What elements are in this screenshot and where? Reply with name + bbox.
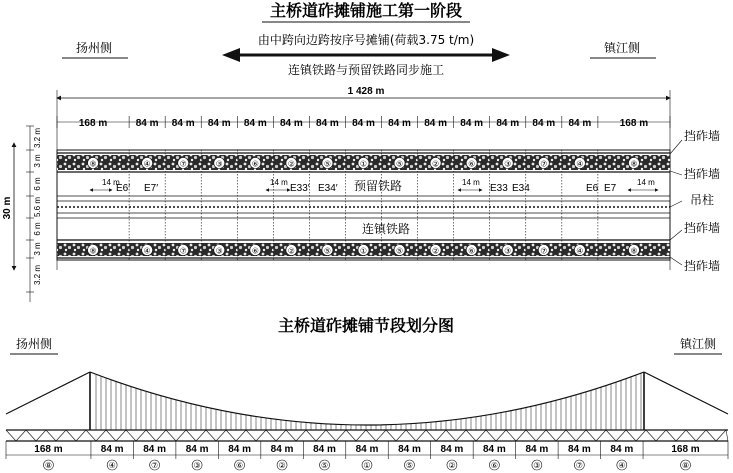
lianzhen-railway-label: 连镇铁路: [361, 222, 411, 236]
truss-diagonal: [226, 430, 236, 441]
gap-label-1: 14 m: [102, 178, 120, 187]
elevation-sequence-number: ①: [363, 461, 371, 470]
sequence-number: ⑥: [468, 159, 476, 169]
suspension-bridge-elevation: [6, 372, 728, 441]
gap-label-4: 14 m: [637, 178, 655, 187]
elevation-sequence-number: ②: [448, 461, 456, 470]
truss-diagonal: [516, 430, 526, 441]
truss-diagonal: [6, 430, 16, 441]
left-bank-label: 扬州侧: [75, 41, 113, 55]
truss-diagonal: [106, 430, 116, 441]
width-part-label: 3 m: [33, 242, 42, 256]
truss-diagonal: [666, 430, 676, 441]
sequence-number: ⑦: [540, 246, 548, 256]
truss-diagonal: [56, 430, 66, 441]
truss-diagonal: [546, 430, 556, 441]
truss-diagonal: [476, 430, 486, 441]
sequence-number: ⑤: [323, 159, 332, 169]
truss-diagonal: [346, 430, 356, 441]
truss-diagonal: [336, 430, 346, 441]
truss-diagonal: [46, 430, 56, 441]
truss-diagonal: [726, 430, 728, 441]
width-part-label: 3 m: [33, 154, 42, 168]
truss-diagonal: [396, 430, 406, 441]
truss-diagonal: [566, 430, 576, 441]
segment-length-label: 84 m: [568, 118, 592, 129]
joint-label-e7: E7: [604, 183, 617, 194]
ballast-wall-label-3: 挡砟墙: [684, 221, 721, 235]
truss-diagonal: [146, 430, 156, 441]
elevation-segment-length: 84 m: [525, 444, 549, 455]
truss-diagonal: [206, 430, 216, 441]
truss-diagonal: [596, 430, 606, 441]
segment-length-label: 84 m: [207, 118, 231, 129]
sequence-number: ④: [143, 246, 151, 256]
segment-length-label: 84 m: [496, 118, 520, 129]
truss-diagonal: [296, 430, 306, 441]
joint-label-e34-prime: E34′: [318, 183, 338, 194]
ballast-wall-label-1: 挡砟墙: [684, 129, 721, 143]
truss-diagonal: [586, 430, 596, 441]
width-part-label: 3.2 m: [33, 264, 42, 286]
width-part-label: 6 m: [33, 222, 42, 236]
elevation-segment-length: 168 m: [34, 444, 63, 455]
truss-diagonal: [96, 430, 106, 441]
truss-diagonal: [166, 430, 176, 441]
sequence-number: ①: [359, 246, 368, 256]
elevation-segment-length: 84 m: [610, 444, 634, 455]
truss-diagonal: [696, 430, 706, 441]
sequence-number: ③: [504, 246, 512, 256]
truss-diagonal: [426, 430, 436, 441]
width-part-label: 6 m: [33, 177, 42, 191]
elevation-sequence-number: ⑤: [320, 461, 329, 470]
elevation-segment-chain: [6, 441, 728, 470]
truss-diagonal: [76, 430, 86, 441]
sequence-number: ⑧: [630, 159, 638, 169]
right-backstay-cable: [644, 372, 728, 414]
sync-text: 连镇铁路与预留铁路同步施工: [287, 63, 445, 77]
segment-length-label: 84 m: [279, 118, 303, 129]
truss-diagonal: [316, 430, 326, 441]
segment-length-label: 84 m: [316, 118, 339, 129]
sequence-number: ⑦: [179, 246, 187, 256]
truss-diagonal: [136, 430, 146, 441]
truss-diagonal: [66, 430, 76, 441]
width-total-label: 30 m: [2, 196, 13, 220]
elevation-segment-length: 84 m: [143, 444, 167, 455]
sequence-number: ⑤: [323, 246, 332, 256]
truss-diagonal: [256, 430, 266, 441]
sequence-number: ⑧: [89, 159, 97, 169]
elevation-sequence-number: ⑦: [151, 461, 159, 470]
elevation-segment-length: 84 m: [398, 444, 421, 455]
sequence-number: ⑦: [179, 159, 187, 169]
elevation-sequence-number: ⑦: [575, 461, 583, 470]
segment-length-label: 84 m: [171, 118, 195, 129]
joint-label-e33: E33: [490, 183, 508, 194]
elevation-sequence-number: ⑧: [44, 461, 53, 470]
segment-length-label: 84 m: [243, 118, 267, 129]
truss-diagonal: [366, 430, 376, 441]
elevation-sequence-number: ⑧: [681, 461, 690, 470]
gap-annotation-3: [458, 178, 482, 190]
truss-diagonal: [306, 430, 316, 441]
sequence-number: ②: [432, 159, 440, 169]
joint-label-e6: E6: [586, 183, 599, 194]
truss-diagonal: [646, 430, 656, 441]
stage-title: 主桥道砟摊铺施工第一阶段: [269, 1, 463, 20]
sequence-number: ③: [215, 246, 223, 256]
truss-diagonal: [216, 430, 226, 441]
truss-diagonal: [496, 430, 506, 441]
truss-diagonal: [236, 430, 246, 441]
segment-length-label: 84 m: [532, 118, 556, 129]
truss-diagonal: [276, 430, 286, 441]
elevation-sequence-number: ②: [278, 461, 286, 470]
ballast-wall-label-4: 挡砟墙: [684, 259, 721, 273]
section-title: 主桥道砟摊铺节段划分图: [277, 316, 455, 335]
segment-length-label: 84 m: [388, 118, 411, 129]
sequence-number: ②: [287, 246, 295, 256]
segment-dimension-chain: [57, 116, 670, 129]
sequence-number: ②: [432, 246, 440, 256]
elevation-segment-length: 84 m: [483, 444, 506, 455]
elevation-sequence-number: ⑥: [236, 461, 244, 470]
truss-diagonal: [676, 430, 686, 441]
sequence-number: ④: [576, 159, 584, 169]
sequence-number: ⑥: [251, 159, 259, 169]
joint-label-e34: E34: [512, 183, 530, 194]
truss-diagonal: [466, 430, 476, 441]
sequence-number: ④: [143, 159, 151, 169]
elevation-sequence-number: ③: [193, 461, 201, 470]
truss-diagonal: [196, 430, 206, 441]
elevation-segment-length: 84 m: [228, 444, 251, 455]
deck-plan: [57, 150, 670, 260]
elevation-segment-length: 84 m: [440, 444, 464, 455]
gap-annotation-2: [266, 178, 290, 190]
truss-diagonal: [486, 430, 496, 441]
truss-diagonal: [506, 430, 516, 441]
gap-label-3: 14 m: [462, 178, 480, 187]
elevation-sequence-number: ④: [108, 461, 116, 470]
segment-length-label: 84 m: [460, 118, 484, 129]
sequence-number: ①: [359, 159, 368, 169]
truss-diagonal: [556, 430, 566, 441]
truss-diagonal: [376, 430, 386, 441]
truss-diagonal: [156, 430, 166, 441]
truss-diagonal: [656, 430, 666, 441]
elevation-segment-length: 84 m: [100, 444, 124, 455]
elevation-left-bank-label: 扬州侧: [15, 337, 53, 351]
truss-diagonal: [286, 430, 296, 441]
sequence-number: ⑤: [395, 159, 404, 169]
truss-diagonal: [116, 430, 126, 441]
truss-diagonal: [406, 430, 416, 441]
truss-diagonal: [176, 430, 186, 441]
segment-length-label: 84 m: [352, 118, 375, 129]
sequence-number: ⑧: [630, 246, 638, 256]
truss-diagonal: [86, 430, 96, 441]
truss-diagonal: [126, 430, 136, 441]
sequence-number: ⑤: [395, 246, 404, 256]
joint-label-e7-prime: E7′: [144, 183, 159, 194]
truss-diagonal: [446, 430, 456, 441]
truss-diagonal: [716, 430, 726, 441]
truss-diagonal: [386, 430, 396, 441]
sequence-number: ⑥: [468, 246, 476, 256]
truss-diagonal: [36, 430, 46, 441]
elevation-segment-length: 84 m: [185, 444, 209, 455]
truss-diagonal: [186, 430, 196, 441]
truss-diagonal: [686, 430, 696, 441]
width-part-label: 5.6 m: [33, 196, 42, 218]
truss-diagonal: [356, 430, 366, 441]
sequence-number: ⑧: [89, 246, 97, 256]
truss-diagonal: [526, 430, 536, 441]
truss-diagonal: [16, 430, 26, 441]
elevation-segment-length: 84 m: [270, 444, 294, 455]
sequence-number: ②: [287, 159, 295, 169]
sequence-number: ⑦: [540, 159, 548, 169]
joint-label-e6-prime: E6′: [116, 183, 131, 194]
joint-label-e33-prime: E33′: [290, 183, 310, 194]
gap-annotation-4: [628, 178, 658, 190]
truss-diagonal: [626, 430, 636, 441]
sequence-number: ⑥: [251, 246, 259, 256]
truss-web: [6, 430, 728, 441]
left-backstay-cable: [6, 372, 90, 414]
segment-length-label: 168 m: [78, 118, 108, 129]
truss-diagonal: [246, 430, 256, 441]
segment-length-label: 84 m: [135, 118, 159, 129]
truss-diagonal: [436, 430, 446, 441]
elevation-sequence-number: ④: [618, 461, 626, 470]
truss-diagonal: [456, 430, 466, 441]
hangers: [96, 373, 641, 430]
elevation-right-bank-label: 镇江侧: [679, 337, 717, 351]
total-length-label: 1 428 m: [347, 86, 385, 97]
gap-label-2: 14 m: [270, 178, 288, 187]
elevation-segment-length: 84 m: [313, 444, 336, 455]
elevation-sequence-number: ③: [533, 461, 541, 470]
width-part-label: 3.2 m: [33, 127, 42, 149]
elevation-sequence-number: ⑤: [405, 461, 414, 470]
truss-diagonal: [706, 430, 716, 441]
width-part-ticks: [26, 126, 42, 292]
elevation-sequence-number: ⑥: [490, 461, 498, 470]
direction-text: 由中跨向边跨按序号摊铺(荷载3.75 t/m): [257, 33, 475, 47]
sequence-number: ③: [215, 159, 223, 169]
elevation-segment-length: 84 m: [355, 444, 379, 455]
segment-length-label: 84 m: [424, 118, 448, 129]
sequence-number: ④: [576, 246, 584, 256]
reserved-railway-label: 预留铁路: [353, 179, 403, 193]
truss-diagonal: [536, 430, 546, 441]
truss-diagonal: [576, 430, 586, 441]
truss-diagonal: [616, 430, 626, 441]
elevation-segment-length: 168 m: [671, 444, 700, 455]
elevation-segment-length: 84 m: [567, 444, 591, 455]
sequence-number: ③: [504, 159, 512, 169]
right-side-labels: [670, 128, 720, 273]
truss-diagonal: [416, 430, 426, 441]
right-bank-label: 镇江侧: [603, 41, 641, 55]
width-dimension: [2, 126, 42, 302]
truss-diagonal: [326, 430, 336, 441]
ballast-wall-label-2: 挡砟墙: [684, 167, 721, 181]
direction-arrow: [222, 48, 510, 62]
truss-diagonal: [26, 430, 36, 441]
truss-diagonal: [266, 430, 276, 441]
hanger-post-label: 吊柱: [690, 193, 715, 207]
truss-diagonal: [606, 430, 616, 441]
truss-diagonal: [636, 430, 646, 441]
segment-length-label: 168 m: [619, 118, 649, 129]
